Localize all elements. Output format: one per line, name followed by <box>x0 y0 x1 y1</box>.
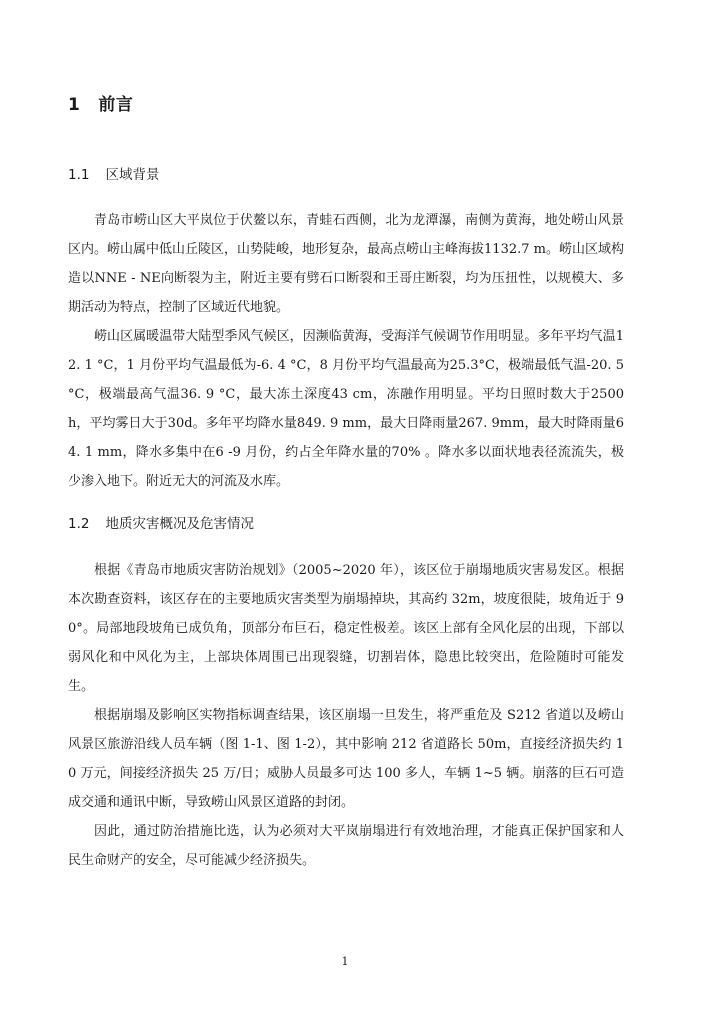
section-title: 区域背景 <box>105 167 160 183</box>
paragraph: 根据《青岛市地质灾害防治规划》（2005~2020 年），该区位于崩塌地质灾害易发区。根据本次勘查资料，该区存在的主要地质灾害类型为崩塌掉块，其高约 32m，坡度很陡，坡角近于 90°。局部地段坡角已成负角，顶部分布巨石，稳定性极差。该区上部有全风化层的出现，下部以弱风化和中风化为主，上部块体周围已出现裂缝，切割岩体，隐患比较突出，危险随时可能发生。 <box>68 563 624 694</box>
paragraph: 崂山区属暖温带大陆型季风气候区，因濒临黄海，受海洋气候调节作用明显。多年平均气温12. 1 °C，1 月份平均气温最低为-6. 4 °C，8 月份平均气温最高为25.3°C，极端最低气温-20. 5 °C，极端最高气温36. 9 °C，最大冻土深度43 cm，冻融作用明显。平均日照时数大于2500 h，平均雾日大于30d。多年平均降水量849. 9 mm，最大日降雨量267. 9mm，最大时降雨量64. 1 mm，降水多集中在6 -9 月份，约占全年降水量的70% 。降水多以面状地表径流流失，极少渗入地下。附近无大的河流及水库。 <box>68 329 624 489</box>
section-number: 1.1 <box>68 167 90 183</box>
section-body-1-1 <box>68 206 624 496</box>
section-title: 地质灾害概况及危害情况 <box>105 516 254 532</box>
paragraph: 青岛市崂山区大平岚位于伏鳌以东，青蛙石西侧，北为龙潭瀑，南侧为黄海，地处崂山风景区内。崂山属中低山丘陵区，山势陡峻，地形复杂，最高点崂山主峰海拔1132.7 m。崂山区域构造以NNE - NE向断裂为主，附近主要有劈石口断裂和王哥庄断裂，均为压扭性，以规模大、多期活动为特点，控制了区域近代地貌。 <box>68 213 624 315</box>
section-heading-1-2 <box>68 512 254 532</box>
section-number: 1.2 <box>68 516 90 532</box>
page-number: 1 <box>341 955 349 968</box>
paragraph: 因此，通过防治措施比选，认为必须对大平岚崩塌进行有效地治理，才能真正保护国家和人民生命财产的安全，尽可能减少经济损失。 <box>68 824 624 868</box>
section-body-1-2 <box>68 556 624 875</box>
paragraph: 根据崩塌及影响区实物指标调查结果，该区崩塌一旦发生，将严重危及 S212 省道以及崂山风景区旅游沿线人员车辆（图 1-1、图 1-2），其中影响 212 省道路长 50m，直接经济损失约 10 万元，间接经济损失 25 万/日；威胁人员最多可达 100 多人，车辆 1~5 辆。崩落的巨石可造成交通和通讯中断，导致崂山风景区道路的封闭。 <box>68 708 624 810</box>
chapter-number: 1 <box>68 95 81 115</box>
section-heading-1-1 <box>68 163 159 183</box>
chapter-heading <box>68 90 133 115</box>
chapter-title: 前言 <box>98 95 134 115</box>
